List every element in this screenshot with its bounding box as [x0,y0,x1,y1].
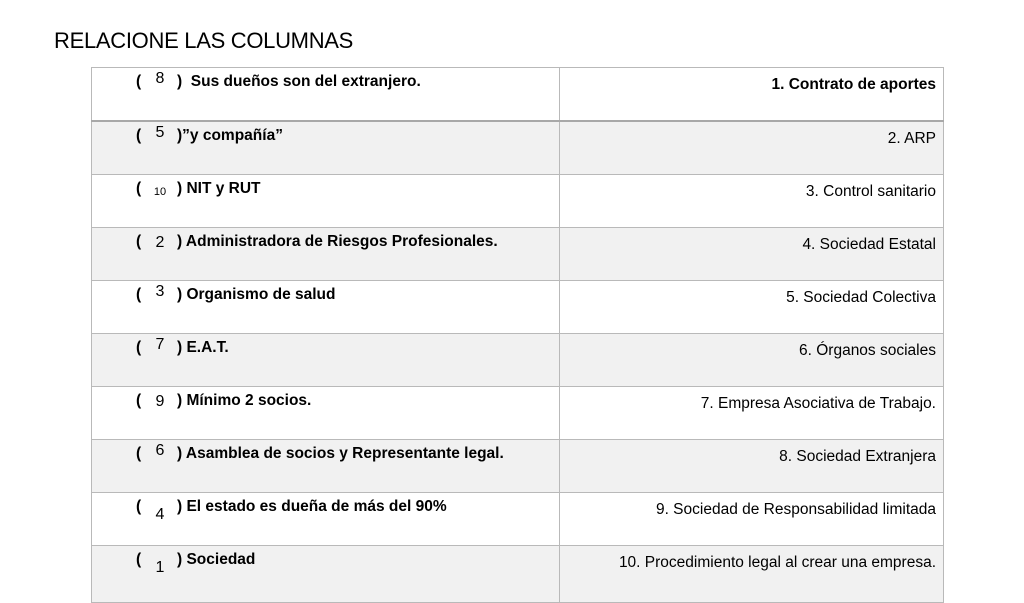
open-paren: ( [136,339,142,356]
statement-text: ) Organismo de salud [177,286,336,303]
statement-text: ) Mínimo 2 socios. [177,392,312,409]
statement-text: ) Sociedad [177,551,256,568]
table-row [92,281,944,334]
open-paren: ( [136,392,142,409]
statement-cell [92,175,560,228]
open-paren: ( [136,73,142,90]
matching-table [91,67,944,603]
statement-cell [92,68,560,122]
statement-cell [92,493,560,546]
option-cell: 6. Órganos sociales [560,334,944,387]
statement-cell [92,334,560,387]
statement-cell [92,440,560,493]
answer-field[interactable]: 1 [155,559,165,576]
table-row [92,121,944,175]
statement-text: ) El estado es dueña de más del 90% [177,498,447,515]
table-row [92,440,944,493]
answer-field[interactable]: 9 [155,393,165,410]
option-cell: 9. Sociedad de Responsabilidad limitada [560,493,944,546]
option-cell: 4. Sociedad Estatal [560,228,944,281]
statement-text: ) Sus dueños son del extranjero. [177,73,421,90]
option-cell: 2. ARP [560,121,944,175]
table-row [92,175,944,228]
statement-cell [92,387,560,440]
open-paren: ( [136,127,142,144]
answer-field[interactable]: 4 [155,506,165,523]
table-row [92,68,944,122]
statement-text: ) NIT y RUT [177,180,261,197]
open-paren: ( [136,180,142,197]
option-cell: 1. Contrato de aportes [560,68,944,122]
open-paren: ( [136,498,142,515]
answer-field[interactable]: 7 [155,336,165,353]
open-paren: ( [136,445,142,462]
table-row [92,493,944,546]
option-cell: 7. Empresa Asociativa de Trabajo. [560,387,944,440]
table-row [92,546,944,603]
answer-field[interactable]: 8 [155,70,165,87]
statement-cell [92,281,560,334]
answer-field[interactable]: 5 [155,124,165,141]
statement-text: )”y compañía” [177,127,283,144]
option-cell: 5. Sociedad Colectiva [560,281,944,334]
open-paren: ( [136,286,142,303]
statement-cell [92,121,560,175]
statement-text: ) Asamblea de socios y Representante legal. [177,445,504,462]
table-row [92,228,944,281]
option-cell: 3. Control sanitario [560,175,944,228]
answer-field[interactable]: 3 [155,283,165,300]
page-title: RELACIONE LAS COLUMNAS [54,28,354,53]
table-row [92,387,944,440]
statement-text: ) Administradora de Riesgos Profesionales. [177,233,498,250]
open-paren: ( [136,233,142,250]
answer-field[interactable]: 2 [155,234,165,251]
answer-field[interactable]: 10 [153,186,167,198]
statement-cell [92,228,560,281]
table-row [92,334,944,387]
statement-text: ) E.A.T. [177,339,229,356]
option-cell: 10. Procedimiento legal al crear una empresa. [560,546,944,603]
open-paren: ( [136,551,142,568]
option-cell: 8. Sociedad Extranjera [560,440,944,493]
answer-field[interactable]: 6 [155,442,165,459]
statement-cell [92,546,560,603]
